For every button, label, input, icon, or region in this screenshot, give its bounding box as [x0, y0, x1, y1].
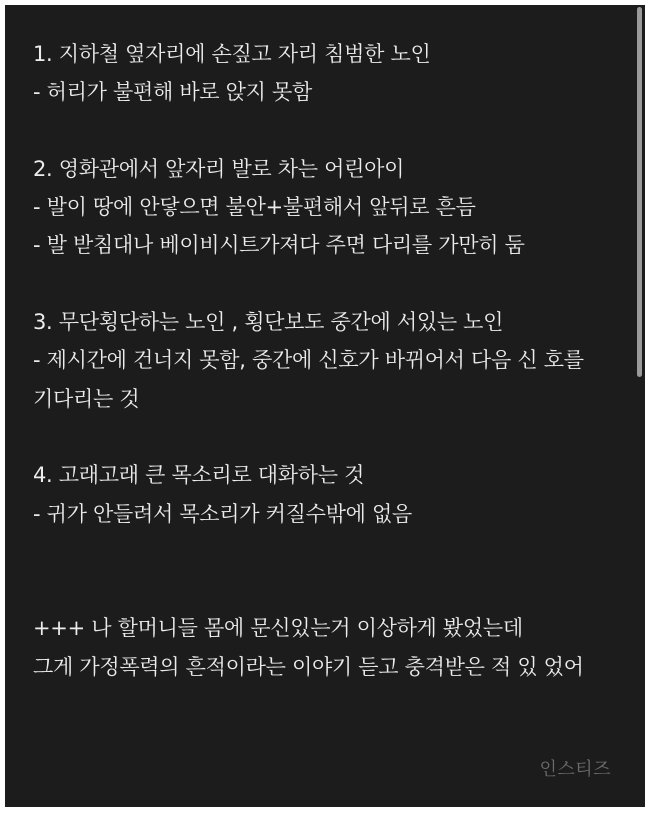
extra-note-line-1: +++ 나 할머니들 몸에 문신있는거 이상하게 봤었는데 — [33, 616, 523, 641]
item-2-title: 2. 영화관에서 앞자리 발로 차는 어린아이 — [33, 156, 405, 181]
spacer — [33, 265, 613, 303]
scrollbar[interactable] — [635, 5, 645, 807]
scrollbar-thumb[interactable] — [637, 7, 642, 377]
item-2-explanation: - 발이 땅에 안닿으면 불안+불편해서 앞뒤로 흔듬 — [33, 195, 476, 220]
post-panel — [5, 5, 645, 807]
post-body — [33, 35, 613, 686]
item-4-explanation: - 귀가 안들려서 목소리가 커질수밖에 없음 — [33, 501, 412, 526]
item-2-tip: - 발 받침대나 베이비시트가져다 주면 다리를 가만히 둠 — [33, 233, 525, 258]
item-4-title: 4. 고래고래 큰 목소리로 대화하는 것 — [33, 463, 365, 488]
item-1-title: 1. 지하철 옆자리에 손짚고 자리 침범한 노인 — [33, 42, 431, 66]
extra-note-line-2: 그게 가정폭력의 흔적이라는 이야기 듣고 충격받은 적 있 었어 — [33, 654, 584, 679]
spacer — [33, 112, 613, 150]
item-3-title: 3. 무단횡단하는 노인 , 횡단보도 중간에 서있는 노인 — [33, 310, 504, 335]
spacer — [33, 533, 613, 610]
item-1-explanation: - 허리가 불편해 바로 앉지 못함 — [33, 80, 312, 105]
item-3-explanation: - 제시간에 건너지 못함, 중간에 신호가 바뀌어서 다음 신 호를 기다리는 것 — [33, 348, 584, 411]
spacer — [33, 418, 613, 456]
watermark-logo: 인스티즈 — [539, 759, 611, 780]
